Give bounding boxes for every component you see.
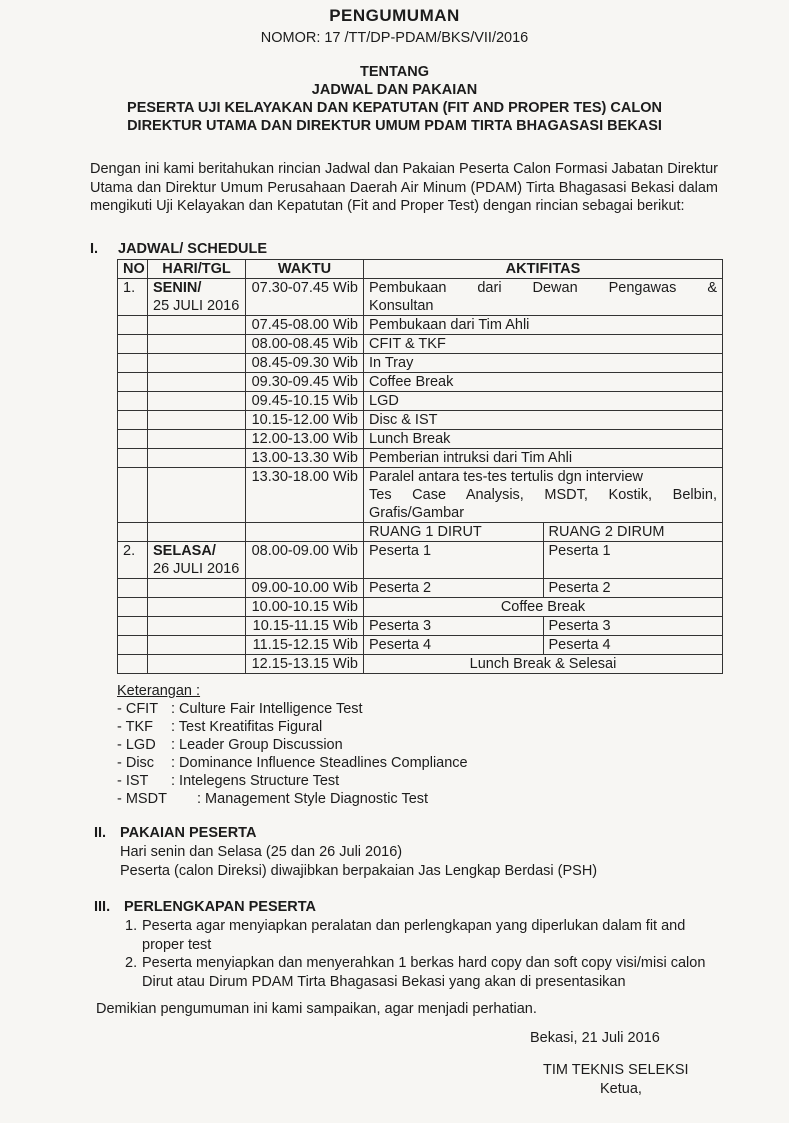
- room-2-header: RUANG 2 DIRUM: [543, 523, 723, 542]
- table-row: [118, 468, 723, 523]
- table-row: [118, 598, 723, 617]
- note-abbr: - MSDT: [117, 791, 167, 807]
- activity-line: Tes Case Analysis, MSDT, Kostik, Belbin,: [369, 487, 717, 503]
- time-cell: 07.45-08.00 Wib: [246, 316, 364, 335]
- activity-cell: Pembukaan dari Tim Ahli: [364, 316, 723, 335]
- activity-line: Paralel antara tes-tes tertulis dgn interview: [369, 469, 644, 485]
- section-3-body: [120, 917, 720, 991]
- room-1-cell: Peserta 3: [364, 617, 544, 636]
- note-item: [117, 754, 468, 772]
- section-3-title: PERLENGKAPAN PESERTA: [124, 899, 317, 915]
- room-1-cell: Peserta 2: [364, 579, 544, 598]
- activity-cell: [364, 279, 723, 316]
- room-2-cell: Peserta 4: [543, 636, 723, 655]
- day-cell: [148, 542, 246, 579]
- section-2-line: Hari senin dan Selasa (25 dan 26 Juli 2016): [120, 844, 403, 860]
- place-date: Bekasi, 21 Juli 2016: [530, 1030, 660, 1046]
- time-cell: 10.15-11.15 Wib: [246, 617, 364, 636]
- time-cell: 08.00-08.45 Wib: [246, 335, 364, 354]
- note-desc: : Management Style Diagnostic Test: [197, 791, 429, 807]
- activity-cell: LGD: [364, 392, 723, 411]
- row-number: 1.: [118, 279, 148, 316]
- note-desc: : Leader Group Discussion: [171, 737, 343, 753]
- time-cell: 10.15-12.00 Wib: [246, 411, 364, 430]
- table-row: [118, 542, 723, 579]
- table-header-row: [118, 260, 723, 279]
- list-item: [120, 954, 720, 991]
- room-2-cell: Peserta 2: [543, 579, 723, 598]
- col-header-activity: AKTIFITAS: [364, 260, 723, 279]
- day-date: 25 JULI 2016: [153, 298, 240, 314]
- schedule-table: [117, 259, 723, 674]
- activity-line: Grafis/Gambar: [369, 505, 465, 521]
- activity-cell: In Tray: [364, 354, 723, 373]
- time-cell: 09.45-10.15 Wib: [246, 392, 364, 411]
- section-2-number: II.: [94, 825, 107, 841]
- col-header-day: HARI/TGL: [148, 260, 246, 279]
- section-3-heading: [94, 899, 414, 915]
- note-abbr: - LGD: [117, 737, 156, 753]
- section-2-line: Peserta (calon Direksi) diwajibkan berpakaian Jas Lengkap Berdasi (PSH): [120, 862, 598, 879]
- notes-legend: [117, 682, 468, 808]
- list-item-number: 2.: [125, 955, 138, 971]
- section-2-heading: [94, 825, 394, 841]
- col-header-time: WAKTU: [246, 260, 364, 279]
- list-item-number: 1.: [125, 918, 138, 934]
- about-heading: TENTANG: [359, 64, 429, 80]
- note-abbr: - Disc: [117, 755, 155, 771]
- list-item-text: Peserta agar menyiapkan peralatan dan perlengkapan yang diperlukan dalam fit and proper test: [142, 918, 686, 953]
- subject-line-3: DIREKTUR UTAMA DAN DIREKTUR UMUM PDAM TIRTA BHAGASASI BEKASI: [127, 118, 662, 134]
- document-title: PENGUMUMAN: [329, 6, 460, 25]
- intro-paragraph: Dengan ini kami beritahukan rincian Jadwal dan Pakaian Peserta Calon Formasi Jabatan Direktur Utama dan Direktur Umum Perusahaan Daerah Air Minum (PDAM) Tirta Bhagasasi Bekasi dalam mengikuti Uji Kelayakan dan Kepatutan (Fit and Proper Test) dengan rincian sebagai berikut:: [90, 161, 718, 214]
- note-desc: : Dominance Influence Steadlines Compliance: [171, 755, 468, 771]
- row-number: 2.: [118, 542, 148, 579]
- time-cell: 11.15-12.15 Wib: [246, 636, 364, 655]
- activity-line: Pembukaan dari Dewan Pengawas &: [369, 280, 717, 296]
- table-row: [118, 335, 723, 354]
- note-item: [117, 700, 468, 718]
- room-header-row: [118, 523, 723, 542]
- table-row: [118, 430, 723, 449]
- day-name: SELASA/: [153, 543, 216, 559]
- note-item: [117, 736, 468, 754]
- time-cell: 13.00-13.30 Wib: [246, 449, 364, 468]
- note-item: [117, 772, 468, 790]
- time-cell: 07.30-07.45 Wib: [246, 279, 364, 316]
- table-row: [118, 392, 723, 411]
- table-row: [118, 279, 723, 316]
- notes-label: Keterangan :: [117, 683, 201, 699]
- activity-cell: Coffee Break: [364, 373, 723, 392]
- time-cell: 10.00-10.15 Wib: [246, 598, 364, 617]
- time-cell: 09.00-10.00 Wib: [246, 579, 364, 598]
- time-cell: 12.00-13.00 Wib: [246, 430, 364, 449]
- list-item: [120, 917, 720, 954]
- note-item: [117, 790, 468, 808]
- merged-activity-cell: Lunch Break & Selesai: [364, 655, 723, 674]
- table-row: [118, 354, 723, 373]
- room-1-cell: Peserta 4: [364, 636, 544, 655]
- time-cell: 13.30-18.00 Wib: [246, 468, 364, 523]
- note-abbr: - CFIT: [117, 701, 159, 717]
- table-row: [118, 449, 723, 468]
- day-name: SENIN/: [153, 280, 202, 296]
- time-cell: 09.30-09.45 Wib: [246, 373, 364, 392]
- note-desc: : Intelegens Structure Test: [171, 773, 340, 789]
- table-row: [118, 636, 723, 655]
- signatory-team: TIM TEKNIS SELEKSI: [543, 1062, 689, 1078]
- day-cell: [148, 279, 246, 316]
- note-desc: : Culture Fair Intelligence Test: [171, 701, 363, 717]
- day-date: 26 JULI 2016: [153, 561, 240, 577]
- note-abbr: - IST: [117, 773, 149, 789]
- section-1-heading: [90, 241, 310, 257]
- section-2-body: [120, 843, 597, 880]
- table-row: [118, 316, 723, 335]
- time-cell: 12.15-13.15 Wib: [246, 655, 364, 674]
- room-1-header: RUANG 1 DIRUT: [364, 523, 544, 542]
- section-2-title: PAKAIAN PESERTA: [120, 825, 257, 841]
- closing-sentence: Demikian pengumuman ini kami sampaikan, agar menjadi perhatian.: [96, 1001, 537, 1017]
- document-number: NOMOR: 17 /TT/DP-PDAM/BKS/VII/2016: [260, 30, 529, 46]
- activity-cell: Lunch Break: [364, 430, 723, 449]
- note-abbr: - TKF: [117, 719, 153, 735]
- time-cell: 08.00-09.00 Wib: [246, 542, 364, 579]
- note-item: [117, 718, 468, 736]
- signatory-role: Ketua,: [600, 1081, 642, 1097]
- room-2-cell: Peserta 3: [543, 617, 723, 636]
- table-row: [118, 579, 723, 598]
- room-1-cell: Peserta 1: [364, 542, 544, 579]
- activity-cell: [364, 468, 723, 523]
- activity-cell: Disc & IST: [364, 411, 723, 430]
- table-row: [118, 411, 723, 430]
- list-item-text: Peserta menyiapkan dan menyerahkan 1 berkas hard copy dan soft copy visi/misi calon Dirut atau Dirum PDAM Tirta Bhagasasi Bekasi yang akan di presentasikan: [142, 955, 706, 990]
- subject-line-1: JADWAL DAN PAKAIAN: [311, 82, 478, 98]
- section-1-number: I.: [90, 241, 99, 257]
- section-3-number: III.: [94, 899, 111, 915]
- activity-line: Konsultan: [369, 298, 434, 314]
- time-cell: 08.45-09.30 Wib: [246, 354, 364, 373]
- activity-cell: CFIT & TKF: [364, 335, 723, 354]
- table-row: [118, 373, 723, 392]
- merged-activity-cell: Coffee Break: [364, 598, 723, 617]
- activity-cell: Pemberian intruksi dari Tim Ahli: [364, 449, 723, 468]
- table-row: [118, 617, 723, 636]
- section-1-title: JADWAL/ SCHEDULE: [118, 241, 268, 257]
- subject-line-2: PESERTA UJI KELAYAKAN DAN KEPATUTAN (FIT AND PROPER TES) CALON: [127, 100, 662, 116]
- room-2-cell: Peserta 1: [543, 542, 723, 579]
- table-row: [118, 655, 723, 674]
- col-header-no: NO: [118, 260, 148, 279]
- note-desc: : Test Kreatifitas Figural: [171, 719, 323, 735]
